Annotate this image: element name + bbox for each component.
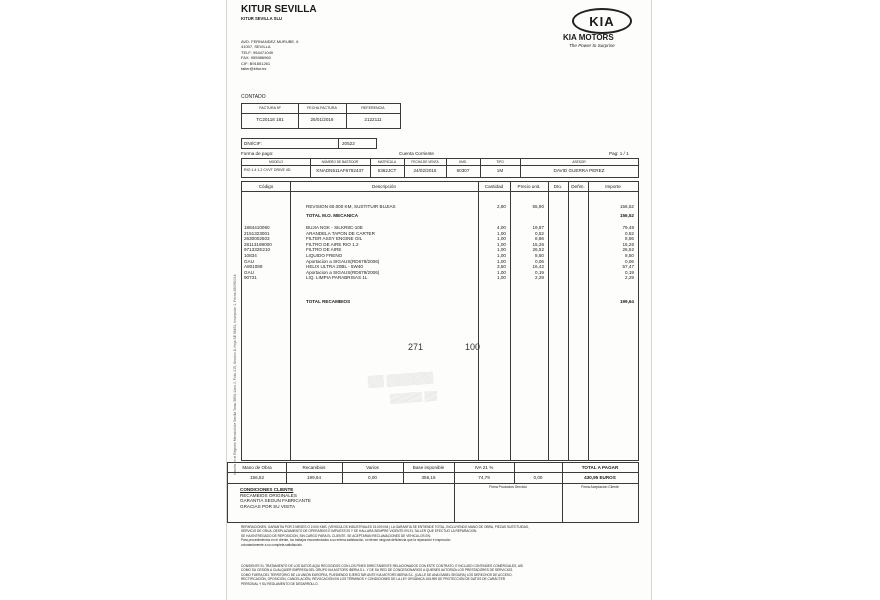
totals-header-vat: IVA 21 %	[474, 465, 494, 470]
address-line: AVD. FERNANDEZ MURUBE, 6	[241, 39, 299, 44]
part-code: A801089	[244, 264, 263, 270]
invoice-date: 25/01/2016	[310, 117, 334, 122]
legal-line: SERVICIO DE GRUA, DESPLAZAMIENTO DE OPERARIOS E IMPUESTOS Y SE HALLARA SIEMPRE VIGENTE EN EL TALLER QUE EFECTUO LA REPARACION.	[241, 529, 478, 534]
part-description: HELIX ULTRA 20BL - 5W40	[306, 264, 363, 270]
part-price: 0,19	[535, 269, 544, 275]
part-code: 2151323001	[244, 230, 270, 236]
part-code: 90731	[244, 275, 257, 281]
address-line: TELF: 954471049	[241, 49, 274, 55]
part-code: 971332E210	[244, 247, 271, 253]
part-price: 19,87	[532, 225, 544, 230]
part-amount: 26,52	[622, 247, 634, 253]
vehicle-sale-date: 24/02/2015	[413, 168, 437, 173]
vehicle-km: 60307	[456, 168, 470, 173]
company-legal: KITUR SEVILLA SLU	[241, 16, 283, 21]
part-description: ARANDELA TAPON DE CARTER	[306, 230, 375, 236]
vehicle-type: 1M	[496, 168, 504, 173]
part-qty: 4,00	[497, 225, 506, 230]
parts-total-label: TOTAL RECAMBIOS	[306, 299, 351, 304]
items-header-deñm: Deñm.	[571, 184, 585, 189]
invoice-page	[226, 0, 652, 600]
part-description: Aportacion a SIGAUS(RD679/2006)	[306, 269, 380, 275]
totals-header-tax-base: Base imponible	[412, 465, 445, 470]
service-total-amount: 156,52	[619, 213, 634, 218]
dni-box	[241, 138, 377, 149]
vehicle-header-model: MODELO	[269, 159, 283, 164]
meta-header-date: FECHA FACTURA	[307, 106, 337, 110]
parts-prices	[510, 225, 544, 281]
meta-header-invoice-no: FACTURA Nº	[259, 106, 281, 110]
privacy-line: RECTIFICACIÓN, OPOSICIÓN, CANCELACIÓN, REVOCACIÓN EN LOS TÉRMINOS Y CONDICIONES DE LA LEY ORGÁNICA 15/1999 DE PROTECCIÓN DE DATOS DE CARÁCTER	[241, 577, 506, 582]
part-description: Aportacion a SIGAUS(RD679/2006)	[306, 258, 380, 264]
part-description: BUJIA NGK - SILKR8C-10E	[306, 225, 363, 230]
company-name: KITUR SEVILLA	[241, 4, 317, 15]
legal-line: voluntariamente a su completa satisfacción.	[241, 542, 303, 547]
invoice-reference: 2122111	[364, 117, 382, 122]
totals-header-misc: Varios	[366, 465, 379, 470]
part-qty: 1,00	[497, 252, 506, 258]
part-amount: 57,47	[622, 264, 634, 270]
part-price: 8,86	[535, 236, 544, 242]
parts-codes	[244, 225, 272, 281]
privacy-line: COMO FUERA DEL TERRITORIO DE LA UNIÓN EUROPEA, PUEDIENDO EJERCITAR ANTE KIA MOTORS IBERIA S.L. (CALLE DE ANA ISABEL SEGURA) LOS DERECHOS DE ACCESO,	[241, 572, 513, 577]
kia-logo-text: KIA	[589, 13, 615, 29]
vehicle-advisor: DAVID GUERRA PEREZ	[553, 168, 605, 173]
total-other: 0,00	[533, 475, 543, 480]
total-tax-base: 356,16	[421, 475, 436, 480]
part-amount: 79,48	[622, 225, 634, 230]
kia-logo	[572, 8, 632, 34]
dni-label: DNI/CIF:	[244, 141, 262, 146]
part-description: LIQUIDO FRENO	[306, 252, 343, 258]
part-amount: 15,26	[622, 241, 634, 247]
total-parts: 199,64	[306, 475, 322, 480]
invoice-number: TC20118 181	[256, 117, 284, 122]
service-qty: 2,80	[497, 204, 506, 209]
brand-slogan: The Power to Surprise	[569, 43, 615, 48]
part-description: FILTRO DE AIRE	[306, 247, 342, 253]
faded-stamp: ▒▒▒▒▒ ▒▒	[389, 390, 438, 404]
part-amount: 8,86	[625, 236, 634, 242]
parts-total-amount: 199,64	[619, 299, 634, 304]
payment-account: Cuenta Corriente	[399, 151, 434, 156]
totals-header-parts: Recambios	[302, 465, 326, 470]
part-amount: 2,29	[625, 275, 634, 281]
items-header-description: Descripción	[372, 184, 396, 189]
legal-line: Para procedimientos en el cliente, los trabajos encomendados a su entera satisfacción, no tienen ninguna deficiencia que la reparación e inspección	[241, 538, 451, 543]
conditions-box	[227, 483, 639, 523]
part-amount: 8,50	[625, 252, 634, 258]
items-header-unit-price: Precio unit.	[517, 184, 541, 189]
vehicle-header-plate: MATRÍCULA	[377, 159, 397, 164]
vehicle-header-advisor: ASESOR	[572, 159, 586, 164]
payment-type: CONTADO	[241, 94, 266, 100]
conditions-line: GARANTIA SEGUN FABRICANTE	[240, 498, 311, 504]
privacy-line: CONSIENTE EL TRATAMIENTO DE LOS DATOS AQUI RECOGIDOS CON LOS FINES DIRECTAMENTE RELACIONADOS CON ESTE CONTRATO, E INCLUSO CONTINÚES COMERCIALES, ASI	[241, 564, 524, 568]
conditions-title: CONDICIONES CLIENTE	[240, 487, 294, 492]
part-description: FILTRO DE AIRE RIO 1.2	[306, 241, 359, 247]
legal-line: REPARACIONES: GARANTIA POR 3 MESES O 2.000 KMS. (VEHICULOS INDUSTRIALES 15.000 KM.) LA GARANTIA SE ENTIENDE TOTAL, INCLUYENDO MANO DE OBRA, PIEZAS SUSTITUIDAS,	[241, 525, 529, 529]
part-price: 2,29	[535, 275, 544, 281]
parts-amounts	[588, 225, 634, 281]
part-price: 0,06	[535, 258, 544, 264]
part-price: 15,26	[532, 241, 544, 247]
total-labor: 156,52	[249, 475, 265, 480]
part-qty: 1,00	[497, 269, 506, 275]
part-code: 1884410060	[244, 225, 270, 230]
signature-customer: Firma Aceptación Cliente	[581, 485, 619, 489]
part-code: 10834	[244, 252, 257, 258]
items-header-discount: Dto.	[553, 184, 563, 189]
totals-header-labor: Mano de Obra	[242, 465, 272, 470]
part-amount: 0,06	[625, 258, 634, 264]
service-total-label: TOTAL M.O. MECANICA	[306, 213, 359, 218]
part-price: 8,50	[535, 252, 544, 258]
part-qty: 1,00	[497, 236, 506, 242]
service-amount: 156,52	[619, 204, 634, 209]
part-qty: 1,00	[497, 230, 506, 236]
part-price: 16,42	[532, 264, 544, 270]
items-header-qty: Cantidad	[484, 184, 504, 189]
part-price: 26,52	[532, 247, 544, 253]
part-code: 28113198000	[244, 241, 272, 247]
registry-side-text: Inscrita en el Registro Mercantil de Sevilla Tomo 5854, Libro 0, Folio 215, Sección 8, Hoja SE 96451, Inscripción 1. Fecha 26/09/2014	[233, 274, 237, 475]
overlay-number-b: 100	[465, 342, 481, 352]
vehicle-table	[241, 158, 639, 178]
signature-workshop: Firma Productos Servicio	[489, 485, 527, 489]
invoice-meta-table	[241, 103, 401, 129]
meta-header-reference: REFERENCIA	[361, 106, 385, 110]
part-qty: 1,00	[497, 241, 506, 247]
privacy-text	[241, 564, 523, 586]
legal-line: SE HA ENTREGADO DE REPOSICION, SIN CARGO PARA EL CLIENTE. SE ACEPTARAN RECLAMACIONES DE VEHICULOS EN.	[241, 533, 431, 538]
brand-name: KIA MOTORS	[563, 33, 614, 42]
vehicle-plate: 5362JCT	[377, 168, 397, 173]
items-table	[241, 181, 639, 461]
page-number: Pag: 1 / 1	[609, 151, 629, 156]
service-price: 55,90	[532, 204, 544, 209]
part-amount: 0,19	[625, 269, 634, 275]
privacy-line: PERSONAL Y SU REGLAMENTO DE DESARROLLO.	[241, 581, 319, 586]
privacy-line: COMO SU CESIÓN A CUALQUIER EMPRESA DEL GRUPO KIA MOTORS IBERIA S.L. Y DE SU RED DE CONCESIONARIOS A QUIENES AUTORIZA LOS PRESTADORES DE SERVICIOS.	[241, 568, 514, 573]
vehicle-vin: KNADN511AF6792437	[316, 168, 364, 173]
parts-quantities	[478, 225, 506, 281]
part-code: GAU	[244, 258, 254, 264]
part-description: LIQ. LIMPIA PARABRISAS 1L	[306, 275, 368, 281]
vehicle-header-sale-date: FECHA DE VENTA	[411, 159, 439, 164]
totals-table	[227, 462, 639, 484]
conditions-line: GRACIAS POR SU VISITA	[240, 503, 296, 509]
items-header-code: Código	[258, 184, 274, 189]
payment-label: Forma de pago:	[241, 151, 274, 156]
vehicle-model: RIO 1.4 1.2 CVVT DRIVE 4D	[244, 168, 291, 172]
vehicle-header-vin: NÚMERO DE BASTIDOR	[321, 159, 359, 164]
address-line: 41007, SEVILLA	[241, 44, 271, 50]
parts-descriptions	[306, 225, 379, 281]
part-qty: 1,00	[497, 275, 506, 281]
part-qty: 3,50	[497, 264, 506, 270]
company-address	[241, 39, 299, 71]
overlay-number-a: 271	[408, 342, 424, 352]
address-line: CIF: B91851261	[241, 60, 271, 66]
totals-header-total: TOTAL A PAGAR	[581, 465, 619, 470]
conditions	[240, 487, 311, 509]
part-code: GAU	[244, 269, 254, 275]
total-vat: 74,79	[478, 475, 490, 480]
part-code: 2630002503	[244, 236, 270, 242]
address-line: taller@kitur.es	[241, 66, 267, 72]
legal-text	[241, 525, 529, 547]
service-description: REVISION 60.000 KM, SUSTITUIR BUJIAS	[306, 204, 396, 209]
part-amount: 0,52	[625, 230, 634, 236]
total-misc: 0,00	[368, 475, 377, 480]
part-qty: 1,00	[497, 258, 506, 264]
part-qty: 1,00	[497, 247, 506, 253]
part-description: FILTER ASSY ENGINE OIL	[306, 236, 363, 242]
conditions-line: RECAMBIOS ORIGINALES	[240, 492, 297, 498]
items-header-amount: Importe	[605, 184, 621, 189]
faded-stamp: ▒▒ ▒▒▒▒▒▒	[367, 371, 434, 389]
part-price: 0,52	[535, 230, 544, 236]
dni-value: 20522	[342, 141, 355, 146]
vehicle-header-type: TIPO	[496, 159, 504, 164]
vehicle-header-km: KMS.	[459, 159, 467, 164]
total-to-pay: 430,95 EUROS	[584, 475, 616, 480]
address-line: FAX: 955986960	[241, 55, 271, 61]
